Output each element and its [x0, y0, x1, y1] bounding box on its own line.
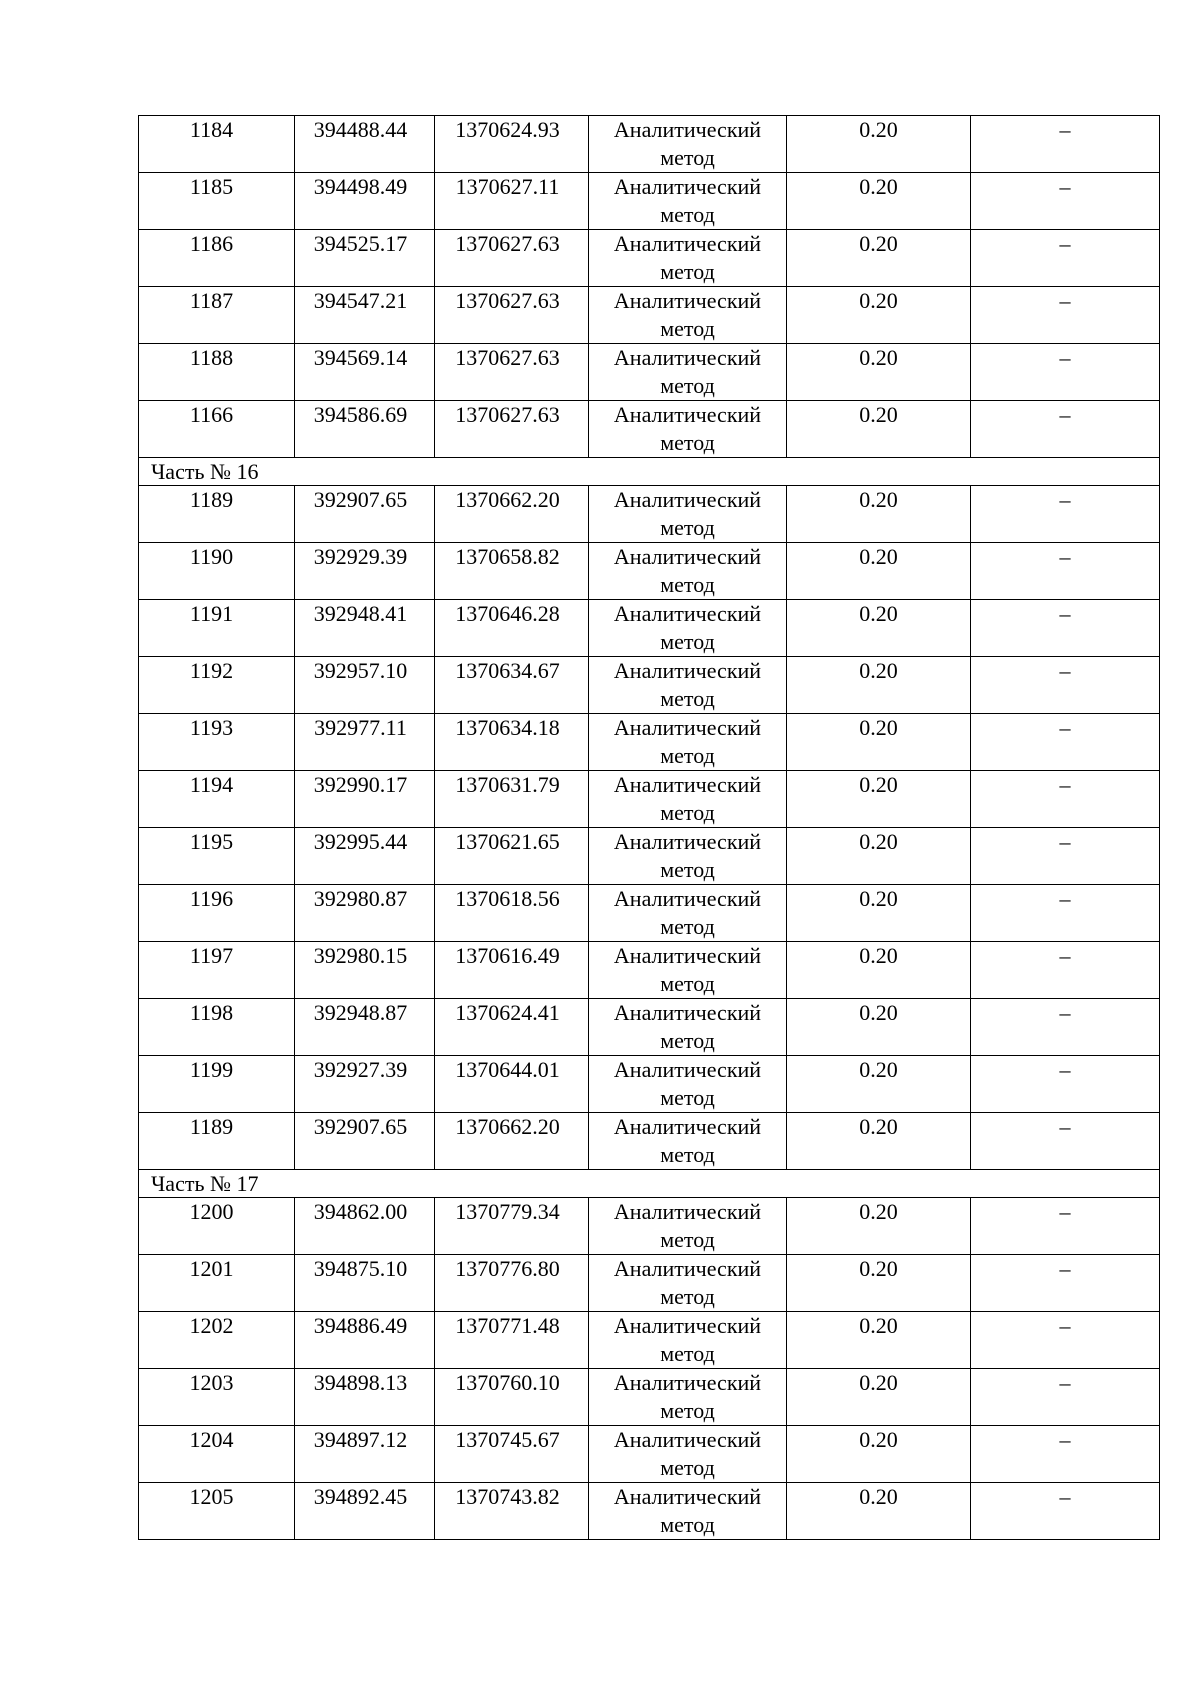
point-id-cell: 1188 — [139, 344, 295, 401]
point-id-cell: 1190 — [139, 543, 295, 600]
method-cell — [589, 287, 787, 344]
accuracy-cell: 0.20 — [787, 771, 971, 828]
accuracy-cell: 0.20 — [787, 828, 971, 885]
description-cell: – — [971, 1369, 1160, 1426]
table-row — [139, 999, 1160, 1056]
x-coordinate-cell: 392980.15 — [295, 942, 435, 999]
method-line-1: Аналитический — [613, 1057, 762, 1082]
point-id-cell: 1191 — [139, 600, 295, 657]
description-cell: – — [971, 771, 1160, 828]
method-line-2: метод — [660, 373, 715, 398]
table-row — [139, 1426, 1160, 1483]
accuracy-cell: 0.20 — [787, 714, 971, 771]
method-cell — [589, 1056, 787, 1113]
accuracy-cell: 0.20 — [787, 942, 971, 999]
method-line-2: метод — [660, 800, 715, 825]
table-row — [139, 486, 1160, 543]
point-id-cell: 1197 — [139, 942, 295, 999]
method-line-2: метод — [660, 743, 715, 768]
table-row — [139, 828, 1160, 885]
method-line-2: метод — [660, 1398, 715, 1423]
method-line-1: Аналитический — [613, 1114, 762, 1139]
accuracy-cell: 0.20 — [787, 600, 971, 657]
table-row — [139, 543, 1160, 600]
accuracy-cell: 0.20 — [787, 1255, 971, 1312]
method-line-2: метод — [660, 1142, 715, 1167]
accuracy-cell: 0.20 — [787, 116, 971, 173]
description-cell: – — [971, 1483, 1160, 1540]
x-coordinate-cell: 392980.87 — [295, 885, 435, 942]
description-cell: – — [971, 1255, 1160, 1312]
description-cell: – — [971, 344, 1160, 401]
method-line-2: метод — [660, 1085, 715, 1110]
description-cell: – — [971, 173, 1160, 230]
x-coordinate-cell: 394862.00 — [295, 1198, 435, 1255]
method-line-2: метод — [660, 145, 715, 170]
section-title: Часть № 17 — [139, 1170, 1160, 1198]
method-cell — [589, 1198, 787, 1255]
y-coordinate-cell: 1370745.67 — [435, 1426, 589, 1483]
y-coordinate-cell: 1370618.56 — [435, 885, 589, 942]
method-cell — [589, 942, 787, 999]
table-row — [139, 1056, 1160, 1113]
method-cell — [589, 885, 787, 942]
y-coordinate-cell: 1370779.34 — [435, 1198, 589, 1255]
method-cell — [589, 1369, 787, 1426]
x-coordinate-cell: 392995.44 — [295, 828, 435, 885]
point-id-cell: 1200 — [139, 1198, 295, 1255]
method-cell — [589, 600, 787, 657]
description-cell: – — [971, 543, 1160, 600]
coordinates-table-body — [139, 116, 1160, 1540]
x-coordinate-cell: 392929.39 — [295, 543, 435, 600]
y-coordinate-cell: 1370631.79 — [435, 771, 589, 828]
accuracy-cell: 0.20 — [787, 486, 971, 543]
table-row — [139, 344, 1160, 401]
point-id-cell: 1194 — [139, 771, 295, 828]
accuracy-cell: 0.20 — [787, 885, 971, 942]
description-cell: – — [971, 486, 1160, 543]
x-coordinate-cell: 392927.39 — [295, 1056, 435, 1113]
description-cell: – — [971, 828, 1160, 885]
accuracy-cell: 0.20 — [787, 230, 971, 287]
description-cell: – — [971, 1198, 1160, 1255]
x-coordinate-cell: 392948.87 — [295, 999, 435, 1056]
point-id-cell: 1192 — [139, 657, 295, 714]
method-line-1: Аналитический — [613, 886, 762, 911]
method-line-1: Аналитический — [613, 1313, 762, 1338]
method-line-2: метод — [660, 914, 715, 939]
method-line-2: метод — [660, 1284, 715, 1309]
method-line-2: метод — [660, 1512, 715, 1537]
description-cell: – — [971, 116, 1160, 173]
method-line-1: Аналитический — [613, 943, 762, 968]
table-row — [139, 401, 1160, 458]
table-row — [139, 230, 1160, 287]
method-line-1: Аналитический — [613, 231, 762, 256]
accuracy-cell: 0.20 — [787, 344, 971, 401]
point-id-cell: 1189 — [139, 1113, 295, 1170]
accuracy-cell: 0.20 — [787, 999, 971, 1056]
x-coordinate-cell: 392957.10 — [295, 657, 435, 714]
method-cell — [589, 657, 787, 714]
table-row — [139, 1113, 1160, 1170]
accuracy-cell: 0.20 — [787, 543, 971, 600]
y-coordinate-cell: 1370627.63 — [435, 401, 589, 458]
y-coordinate-cell: 1370621.65 — [435, 828, 589, 885]
accuracy-cell: 0.20 — [787, 1113, 971, 1170]
method-line-2: метод — [660, 430, 715, 455]
method-cell — [589, 230, 787, 287]
method-line-1: Аналитический — [613, 402, 762, 427]
point-id-cell: 1189 — [139, 486, 295, 543]
y-coordinate-cell: 1370646.28 — [435, 600, 589, 657]
method-line-1: Аналитический — [613, 1000, 762, 1025]
point-id-cell: 1185 — [139, 173, 295, 230]
description-cell: – — [971, 714, 1160, 771]
table-row — [139, 1369, 1160, 1426]
method-line-1: Аналитический — [613, 174, 762, 199]
method-line-1: Аналитический — [613, 772, 762, 797]
x-coordinate-cell: 392907.65 — [295, 486, 435, 543]
method-cell — [589, 1312, 787, 1369]
y-coordinate-cell: 1370627.63 — [435, 230, 589, 287]
description-cell: – — [971, 657, 1160, 714]
y-coordinate-cell: 1370662.20 — [435, 1113, 589, 1170]
method-line-1: Аналитический — [613, 345, 762, 370]
accuracy-cell: 0.20 — [787, 1483, 971, 1540]
y-coordinate-cell: 1370616.49 — [435, 942, 589, 999]
y-coordinate-cell: 1370771.48 — [435, 1312, 589, 1369]
x-coordinate-cell: 394586.69 — [295, 401, 435, 458]
point-id-cell: 1203 — [139, 1369, 295, 1426]
accuracy-cell: 0.20 — [787, 1312, 971, 1369]
point-id-cell: 1187 — [139, 287, 295, 344]
y-coordinate-cell: 1370662.20 — [435, 486, 589, 543]
method-cell — [589, 828, 787, 885]
method-cell — [589, 1426, 787, 1483]
description-cell: – — [971, 401, 1160, 458]
method-cell — [589, 999, 787, 1056]
method-line-1: Аналитический — [613, 1256, 762, 1281]
method-line-1: Аналитический — [613, 1427, 762, 1452]
coordinates-table-page — [138, 115, 1159, 1540]
method-line-2: метод — [660, 857, 715, 882]
method-line-2: метод — [660, 1028, 715, 1053]
method-line-1: Аналитический — [613, 829, 762, 854]
method-line-2: метод — [660, 316, 715, 341]
method-line-1: Аналитический — [613, 1370, 762, 1395]
point-id-cell: 1196 — [139, 885, 295, 942]
accuracy-cell: 0.20 — [787, 1198, 971, 1255]
method-line-1: Аналитический — [613, 288, 762, 313]
table-row — [139, 173, 1160, 230]
x-coordinate-cell: 394897.12 — [295, 1426, 435, 1483]
table-row — [139, 771, 1160, 828]
method-cell — [589, 344, 787, 401]
x-coordinate-cell: 394498.49 — [295, 173, 435, 230]
x-coordinate-cell: 394886.49 — [295, 1312, 435, 1369]
description-cell: – — [971, 885, 1160, 942]
y-coordinate-cell: 1370658.82 — [435, 543, 589, 600]
table-row — [139, 1255, 1160, 1312]
method-line-1: Аналитический — [613, 544, 762, 569]
method-line-1: Аналитический — [613, 487, 762, 512]
accuracy-cell: 0.20 — [787, 1056, 971, 1113]
x-coordinate-cell: 394898.13 — [295, 1369, 435, 1426]
method-cell — [589, 771, 787, 828]
method-line-2: метод — [660, 515, 715, 540]
y-coordinate-cell: 1370644.01 — [435, 1056, 589, 1113]
table-row — [139, 1312, 1160, 1369]
point-id-cell: 1184 — [139, 116, 295, 173]
method-line-2: метод — [660, 202, 715, 227]
table-row — [139, 885, 1160, 942]
y-coordinate-cell: 1370743.82 — [435, 1483, 589, 1540]
description-cell: – — [971, 942, 1160, 999]
method-cell — [589, 173, 787, 230]
y-coordinate-cell: 1370627.63 — [435, 287, 589, 344]
description-cell: – — [971, 600, 1160, 657]
method-line-1: Аналитический — [613, 117, 762, 142]
x-coordinate-cell: 392907.65 — [295, 1113, 435, 1170]
method-cell — [589, 1113, 787, 1170]
method-cell — [589, 116, 787, 173]
accuracy-cell: 0.20 — [787, 173, 971, 230]
x-coordinate-cell: 394892.45 — [295, 1483, 435, 1540]
description-cell: – — [971, 1426, 1160, 1483]
method-line-1: Аналитический — [613, 1199, 762, 1224]
description-cell: – — [971, 287, 1160, 344]
y-coordinate-cell: 1370624.41 — [435, 999, 589, 1056]
method-line-2: метод — [660, 259, 715, 284]
method-line-2: метод — [660, 686, 715, 711]
table-row — [139, 657, 1160, 714]
accuracy-cell: 0.20 — [787, 1369, 971, 1426]
x-coordinate-cell: 394525.17 — [295, 230, 435, 287]
method-line-2: метод — [660, 629, 715, 654]
table-row — [139, 1198, 1160, 1255]
accuracy-cell: 0.20 — [787, 1426, 971, 1483]
y-coordinate-cell: 1370627.63 — [435, 344, 589, 401]
point-id-cell: 1201 — [139, 1255, 295, 1312]
point-id-cell: 1166 — [139, 401, 295, 458]
method-line-2: метод — [660, 1227, 715, 1252]
method-line-2: метод — [660, 971, 715, 996]
x-coordinate-cell: 394547.21 — [295, 287, 435, 344]
method-cell — [589, 543, 787, 600]
accuracy-cell: 0.20 — [787, 401, 971, 458]
point-id-cell: 1195 — [139, 828, 295, 885]
section-header-row — [139, 458, 1160, 486]
x-coordinate-cell: 394569.14 — [295, 344, 435, 401]
method-line-2: метод — [660, 1341, 715, 1366]
method-line-1: Аналитический — [613, 601, 762, 626]
x-coordinate-cell: 392948.41 — [295, 600, 435, 657]
method-line-2: метод — [660, 572, 715, 597]
description-cell: – — [971, 999, 1160, 1056]
method-line-1: Аналитический — [613, 715, 762, 740]
accuracy-cell: 0.20 — [787, 657, 971, 714]
y-coordinate-cell: 1370624.93 — [435, 116, 589, 173]
table-row — [139, 600, 1160, 657]
y-coordinate-cell: 1370634.18 — [435, 714, 589, 771]
x-coordinate-cell: 392990.17 — [295, 771, 435, 828]
method-line-1: Аналитический — [613, 1484, 762, 1509]
point-id-cell: 1204 — [139, 1426, 295, 1483]
point-id-cell: 1198 — [139, 999, 295, 1056]
description-cell: – — [971, 1056, 1160, 1113]
table-row — [139, 942, 1160, 999]
method-cell — [589, 486, 787, 543]
x-coordinate-cell: 392977.11 — [295, 714, 435, 771]
method-cell — [589, 714, 787, 771]
x-coordinate-cell: 394875.10 — [295, 1255, 435, 1312]
point-id-cell: 1202 — [139, 1312, 295, 1369]
table-row — [139, 714, 1160, 771]
y-coordinate-cell: 1370776.80 — [435, 1255, 589, 1312]
coordinates-table — [138, 115, 1160, 1540]
y-coordinate-cell: 1370760.10 — [435, 1369, 589, 1426]
description-cell: – — [971, 1312, 1160, 1369]
table-row — [139, 1483, 1160, 1540]
method-line-2: метод — [660, 1455, 715, 1480]
section-title: Часть № 16 — [139, 458, 1160, 486]
description-cell: – — [971, 230, 1160, 287]
table-row — [139, 287, 1160, 344]
x-coordinate-cell: 394488.44 — [295, 116, 435, 173]
table-row — [139, 116, 1160, 173]
point-id-cell: 1186 — [139, 230, 295, 287]
point-id-cell: 1193 — [139, 714, 295, 771]
description-cell: – — [971, 1113, 1160, 1170]
y-coordinate-cell: 1370634.67 — [435, 657, 589, 714]
point-id-cell: 1199 — [139, 1056, 295, 1113]
section-header-row — [139, 1170, 1160, 1198]
point-id-cell: 1205 — [139, 1483, 295, 1540]
y-coordinate-cell: 1370627.11 — [435, 173, 589, 230]
method-cell — [589, 1255, 787, 1312]
method-line-1: Аналитический — [613, 658, 762, 683]
method-cell — [589, 1483, 787, 1540]
method-cell — [589, 401, 787, 458]
accuracy-cell: 0.20 — [787, 287, 971, 344]
